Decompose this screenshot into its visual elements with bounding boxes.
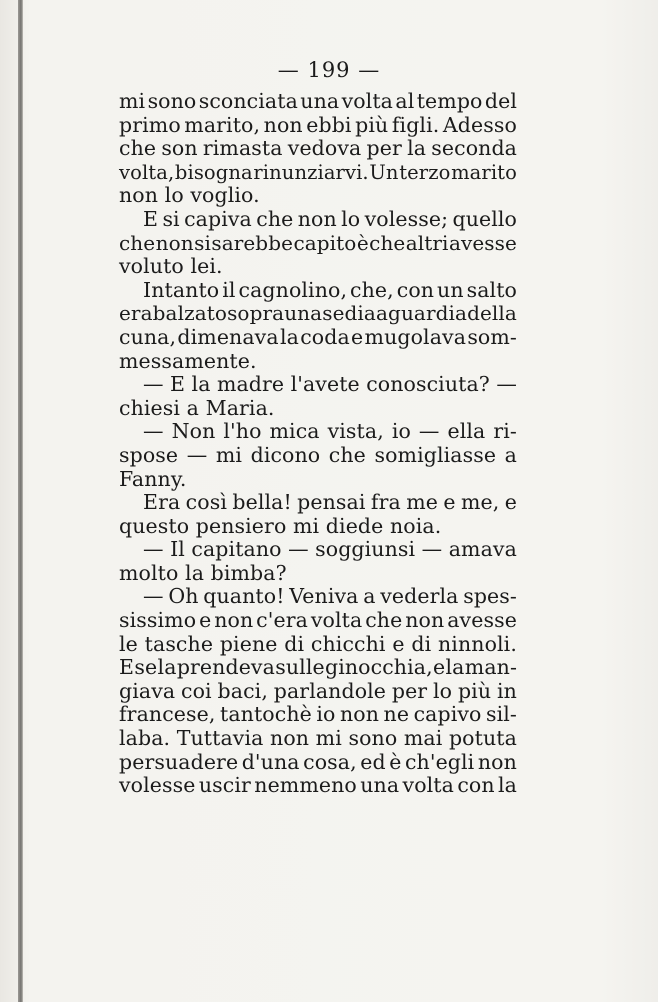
text-line: — E la madre l'avete conosciuta? — bbox=[143, 372, 517, 397]
text-line: laba. Tuttavia non mi sono mai potuta bbox=[119, 726, 517, 751]
text-line: le tasche piene di chicchi e di ninnoli. bbox=[119, 631, 517, 656]
text-line: che non si sarebbe capito è che altri avesse bbox=[119, 230, 517, 255]
text-line: Era così bella! pensai fra me e me, e bbox=[143, 490, 517, 515]
text-line: — Non l'ho mica vista, io — ella ri- bbox=[143, 419, 517, 444]
binding-edge bbox=[18, 0, 23, 1002]
text-line: spose — mi dicono che somigliasse a bbox=[119, 442, 517, 467]
text-line: questo pensiero mi diede noia. bbox=[119, 513, 442, 538]
text-line: cuna, dimenava la coda e mugolava som- bbox=[119, 324, 517, 349]
text-line: francese, tantochè io non ne capivo sil- bbox=[119, 702, 517, 727]
text-line: molto la bimba? bbox=[119, 560, 287, 585]
text-line: — Oh quanto! Veniva a vederla spes- bbox=[143, 584, 517, 609]
text-line: volta, bisogna rinunziarvi. Un terzo marito bbox=[119, 160, 517, 184]
text-line: — Il capitano — soggiunsi — amava bbox=[143, 537, 517, 562]
page-number: — 199 — bbox=[277, 58, 381, 82]
text-line: messamente. bbox=[119, 348, 257, 373]
text-line: sissimo e non c'era volta che non avesse bbox=[119, 608, 517, 633]
text-line: mi sono sconciata una volta al tempo del bbox=[119, 89, 517, 113]
text-line: primo marito, non ebbi più figli. Adesso bbox=[119, 112, 517, 137]
text-line: E si capiva che non lo volesse; quello bbox=[143, 206, 517, 231]
text-line: giava coi baci, parlandole per lo più in bbox=[119, 678, 517, 703]
text-line: volesse uscir nemmeno una volta con la bbox=[119, 773, 517, 798]
text-line: che son rimasta vedova per la seconda bbox=[119, 136, 517, 161]
text-line: E se la prendeva sulle ginocchia, e la man- bbox=[119, 655, 517, 680]
text-line: non lo voglio. bbox=[119, 183, 260, 208]
text-line: voluto lei. bbox=[119, 254, 223, 279]
body-text bbox=[119, 90, 517, 798]
text-line: era balzato sopra una sedia a guardia della bbox=[119, 301, 517, 326]
text-line: chiesi a Maria. bbox=[119, 395, 275, 420]
text-line: persuadere d'una cosa, ed è ch'egli non bbox=[119, 749, 517, 774]
text-line: Intanto il cagnolino, che, con un salto bbox=[143, 277, 517, 302]
text-line: Fanny. bbox=[119, 466, 187, 491]
